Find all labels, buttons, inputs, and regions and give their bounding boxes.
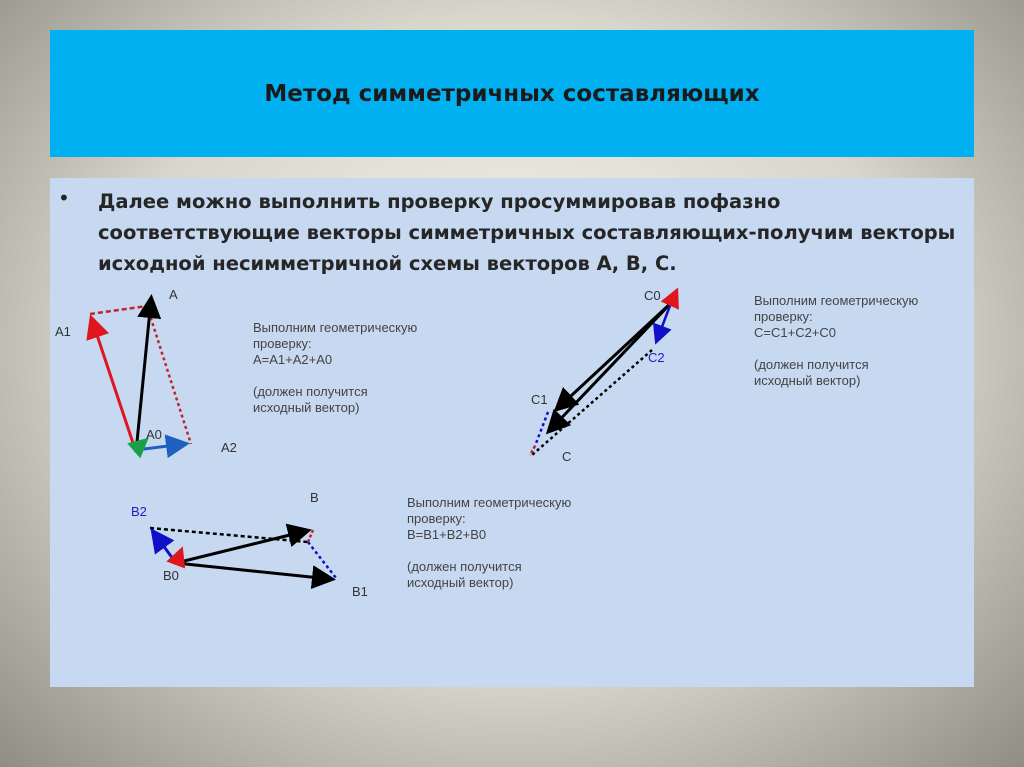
dashed-a-a2: [147, 306, 191, 444]
diagram-c: [530, 292, 676, 455]
vector-c0: [671, 292, 676, 303]
vector-a2: [136, 444, 184, 450]
vector-a1: [92, 320, 136, 452]
label-c1: C1: [531, 392, 548, 407]
vector-b1: [176, 563, 330, 579]
vector-b0: [178, 551, 181, 559]
label-c: C: [562, 449, 572, 464]
note-b: Выполним геометрическую проверку: B=B1+B2+B0 (должен получится исходный вектор): [407, 495, 572, 590]
slide-title: Метод симметричных составляющих: [264, 80, 760, 107]
note-a: Выполним геометрическую проверку: A=A1+A2+A0 (должен получится исходный вектор): [253, 320, 418, 415]
dashed-b0: [308, 530, 313, 542]
dashed-a1-a: [90, 306, 147, 314]
note-c: Выполним геометрическую проверку: C=C1+C2+C0 (должен получится исходный вектор): [754, 293, 919, 388]
label-c2: C2: [648, 350, 665, 365]
label-b1: B1: [352, 584, 368, 599]
label-b2: B2: [131, 504, 147, 519]
vector-b2: [154, 533, 176, 563]
label-b0: B0: [163, 568, 179, 583]
dashed-c2-c: [532, 350, 652, 455]
diagram-a: [90, 300, 191, 452]
bullet-marker: •: [58, 186, 70, 210]
label-a1: A1: [55, 324, 71, 339]
label-c0: C0: [644, 288, 661, 303]
label-b: B: [310, 490, 319, 505]
dashed-c1-c: [535, 412, 548, 446]
dashed-b1: [308, 542, 336, 578]
vector-c: [550, 303, 671, 430]
label-a0: A0: [146, 427, 162, 442]
body-text: Далее можно выполнить проверку просуммировав пофазно соответствующие векторы симметричных составляющих-получим векторы исходной несимметричной схемы векторов А, В, С.: [98, 190, 956, 275]
label-a2: A2: [221, 440, 237, 455]
label-a: A: [169, 287, 178, 302]
